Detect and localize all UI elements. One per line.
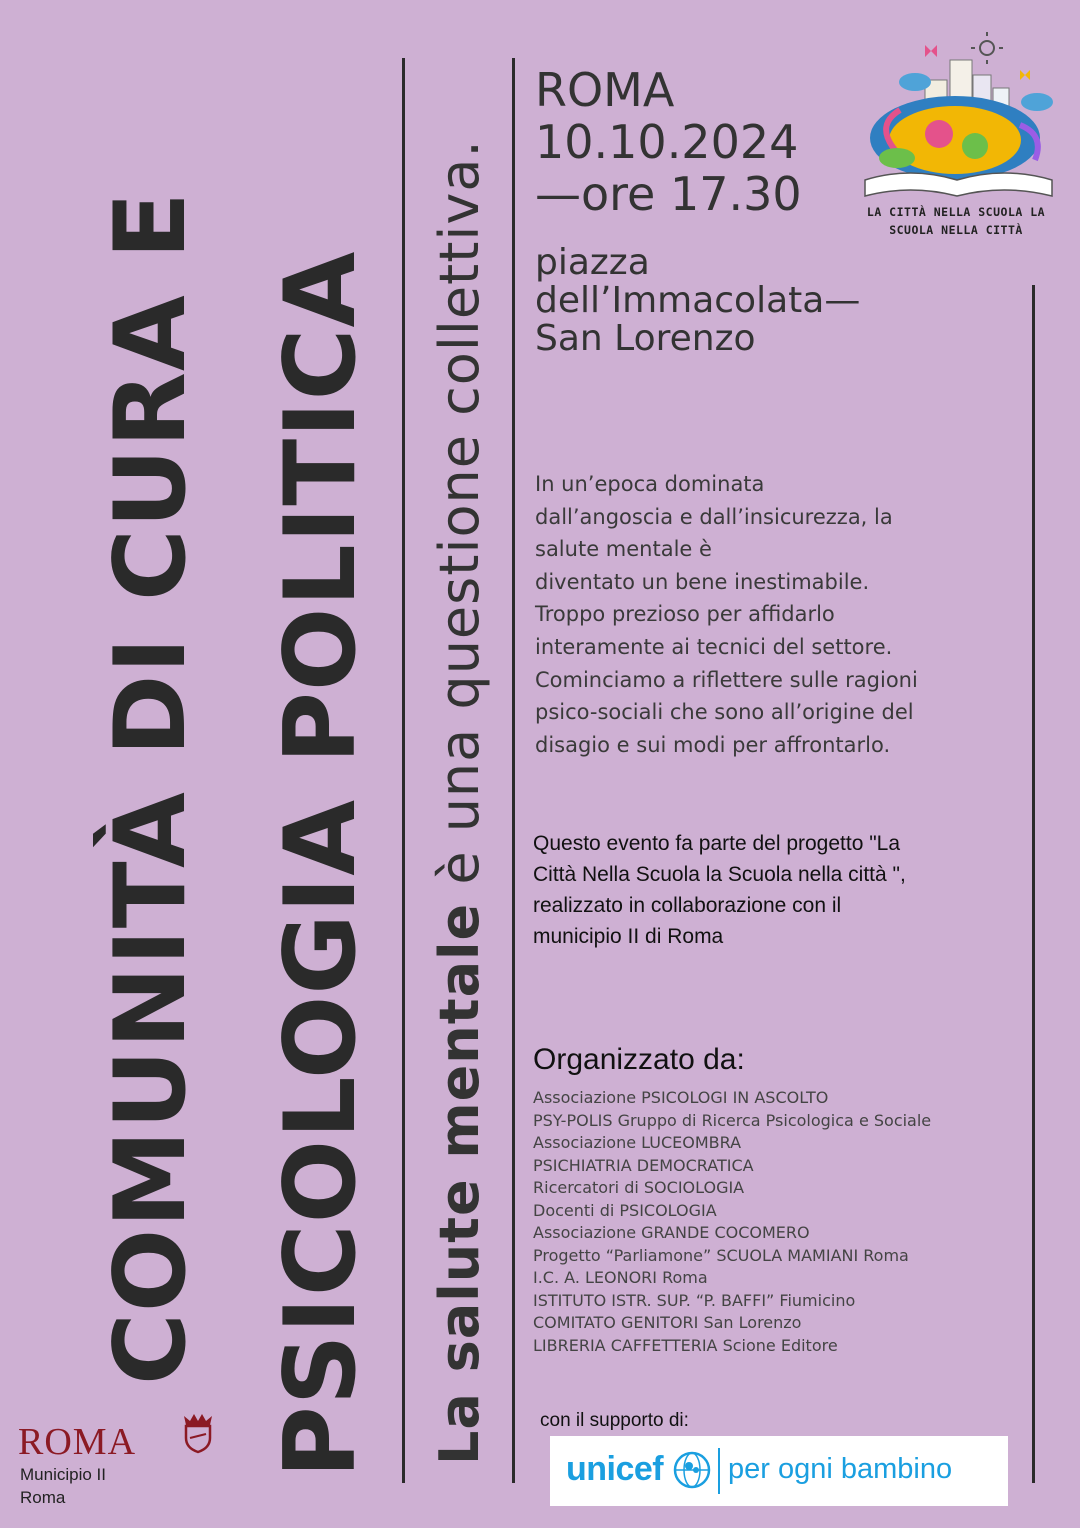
project-note-line: municipio II di Roma bbox=[533, 925, 724, 948]
description bbox=[535, 468, 995, 761]
subtitle bbox=[425, 45, 495, 1465]
support-label: con il supporto di: bbox=[540, 1410, 689, 1431]
project-logo-illustration-icon bbox=[855, 30, 1060, 200]
organizer-item: ISTITUTO ISTR. SUP. “P. BAFFI” Fiumicino bbox=[533, 1290, 856, 1310]
project-logo bbox=[855, 30, 1060, 204]
organizer-item: Docenti di PSICOLOGIA bbox=[533, 1200, 717, 1220]
event-place bbox=[535, 244, 860, 358]
roma-logo-municipio: Municipio II bbox=[20, 1465, 106, 1484]
description-line: disagio e sui modi per affrontarlo. bbox=[535, 732, 891, 757]
organizer-item: PSICHIATRIA DEMOCRATICA bbox=[533, 1155, 754, 1175]
unicef-logo bbox=[550, 1436, 1008, 1506]
organizer-item: Progetto “Parliamone” SCUOLA MAMIANI Roma bbox=[533, 1245, 909, 1265]
subtitle-bold: La salute mentale bbox=[428, 902, 491, 1465]
subtitle-rest: è una questione collettiva. bbox=[428, 139, 491, 903]
divider-left bbox=[402, 58, 405, 1483]
organizer-item: Associazione LUCEOMBRA bbox=[533, 1133, 742, 1152]
organizers-heading: Organizzato da: bbox=[533, 1043, 745, 1076]
description-line: salute mentale è bbox=[535, 537, 712, 562]
place-line: piazza bbox=[535, 242, 650, 283]
project-logo-caption-line: SCUOLA NELLA CITTÀ bbox=[889, 223, 1023, 237]
place-line: dell’Immacolata— bbox=[535, 280, 861, 321]
unicef-separator bbox=[718, 1448, 720, 1494]
organizer-item: COMITATO GENITORI San Lorenzo bbox=[533, 1313, 802, 1332]
description-line: dall’angoscia e dall’insicurezza, la bbox=[535, 504, 893, 529]
title-line-2: PSICOLOGIA POLITICA bbox=[264, 250, 378, 1478]
organizer-item: Associazione PSICOLOGI IN ASCOLTO bbox=[533, 1088, 829, 1107]
event-time: —ore 17.30 bbox=[535, 167, 802, 221]
roma-crest-icon bbox=[180, 1410, 216, 1458]
place-line: San Lorenzo bbox=[535, 318, 756, 359]
organizer-item: I.C. A. LEONORI Roma bbox=[533, 1268, 708, 1287]
project-note bbox=[533, 828, 973, 952]
project-logo-caption-line: LA CITTÀ NELLA SCUOLA LA bbox=[866, 205, 1046, 219]
organizer-item: PSY-POLIS Gruppo di Ricerca Psicologica e Sociale bbox=[533, 1110, 932, 1130]
divider-middle bbox=[512, 58, 515, 1483]
roma-logo-city: Roma bbox=[20, 1488, 66, 1507]
roma-logo-word: ROMA bbox=[18, 1421, 137, 1463]
description-line: Cominciamo a riflettere sulle ragioni bbox=[535, 667, 918, 692]
description-line: In un’epoca dominata bbox=[535, 472, 765, 496]
description-line: psico-sociali che sono all’origine del bbox=[535, 700, 914, 725]
organizer-item: LIBRERIA CAFFETTERIA Scione Editore bbox=[533, 1335, 838, 1355]
unicef-wordmark: unicef bbox=[566, 1450, 664, 1488]
divider-right bbox=[1032, 285, 1035, 1483]
unicef-globe-icon bbox=[672, 1450, 712, 1490]
event-date: 10.10.2024 bbox=[535, 115, 799, 169]
organizers-list bbox=[533, 1087, 973, 1357]
event-city: ROMA bbox=[535, 63, 675, 117]
description-line: diventato un bene inestimabile. bbox=[535, 569, 870, 594]
project-note-line: realizzato in collaborazione con il bbox=[533, 894, 842, 917]
project-logo-caption bbox=[850, 203, 1062, 239]
title-line-1: COMUNITÀ DI CURA E bbox=[94, 191, 208, 1385]
organizer-item: Ricercatori di SOCIOLOGIA bbox=[533, 1178, 745, 1197]
organizer-item: Associazione GRANDE COCOMERO bbox=[533, 1223, 810, 1242]
description-line: interamente ai tecnici del settore. bbox=[535, 634, 893, 659]
project-note-line: Città Nella Scuola la Scuola nella città ", bbox=[533, 863, 906, 886]
unicef-tagline: per ogni bambino bbox=[728, 1453, 953, 1485]
project-note-line: Questo evento fa parte del progetto "La bbox=[533, 832, 901, 855]
description-line: Troppo prezioso per affidarlo bbox=[535, 602, 835, 627]
